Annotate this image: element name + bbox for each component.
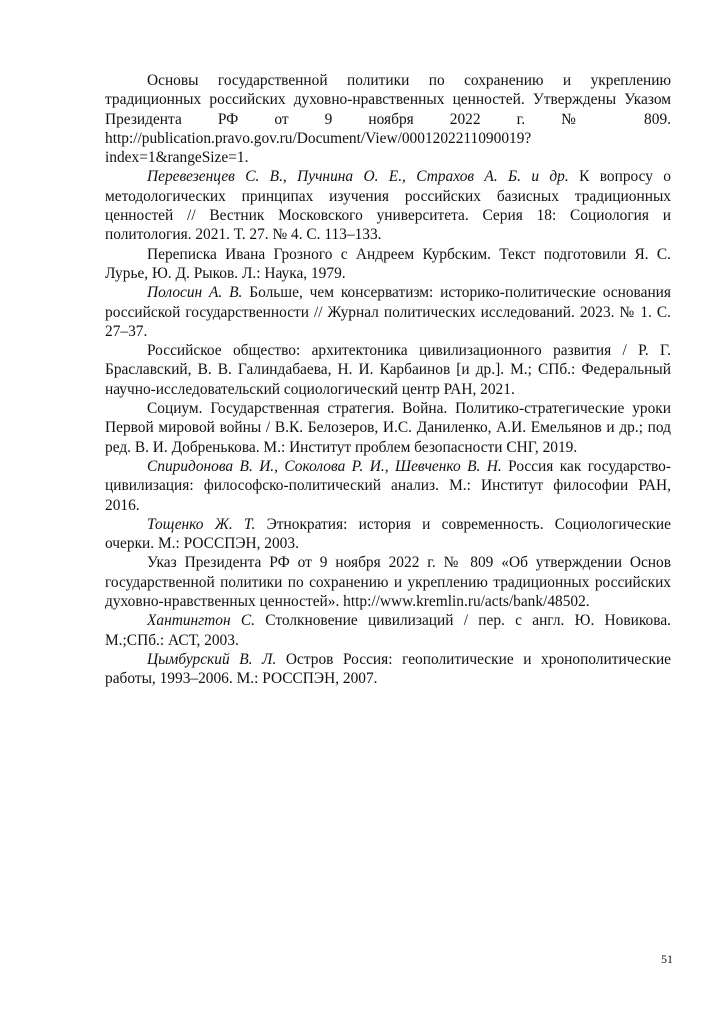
- reference-author: Цымбурский В. Л.: [147, 650, 277, 668]
- reference-entry: [105, 553, 671, 611]
- reference-author: Хантингтон С.: [147, 612, 255, 630]
- reference-author: Полосин А. В.: [147, 284, 243, 302]
- reference-text: Российское общество: архитектоника цивилизационного развития / Р. Г. Браславский, В. В. Галиндабаева, Н. И. Карбаинов [и др.]. М.; СПб.: Федеральный научно-исследовательский социологический центр РАН, 2021.: [105, 342, 671, 398]
- reference-text: К вопросу о методологических принципах изучения российских базисных традиционных ценностей // Вестник Московского университета. Серия 18: Социология и политология. 2021. Т. 27. № 4. С. 113–133.: [105, 168, 671, 244]
- reference-text: Социум. Государственная стратегия. Война. Политико-стратегические уроки Первой мировой войны / В.К. Белозеров, И.С. Даниленко, А.И. Емельянов и др.; под ред. В. И. Добренькова. М.: Институт проблем безопасности СНГ, 2019.: [105, 400, 671, 456]
- page-number: 51: [661, 952, 673, 966]
- reference-text: Указ Президента РФ от 9 ноября 2022 г. № 809 «Об утверждении Основ государственной политики по сохранению и укреплению традиционных российских духовно-нравственных ценностей». http://www.kremlin.ru/acts/bank/48502.: [105, 554, 671, 611]
- reference-author: Спиридонова В. И., Соколова Р. И., Шевченко В. Н.: [147, 457, 502, 475]
- reference-author: Перевезенцев С. В., Пучнина О. Е., Страхов А. Б. и др.: [147, 168, 569, 186]
- reference-text: Переписка Ивана Грозного с Андреем Курбским. Текст подготовили Я. С. Лурье, Ю. Д. Рыков. Л.: Наука, 1979.: [105, 245, 671, 282]
- reference-entry: [105, 515, 671, 554]
- reference-entry: [105, 650, 671, 689]
- reference-list: [105, 71, 671, 689]
- reference-text: Столкновение цивилизаций / пер. с англ. Ю. Новикова. М.;СПб.: АСТ, 2003.: [105, 612, 671, 649]
- reference-entry: [105, 245, 671, 284]
- reference-text: Этнократия: история и современность. Социологические очерки. М.: РОССПЭН, 2003.: [105, 515, 671, 553]
- reference-entry: [105, 399, 671, 457]
- reference-entry: [105, 341, 671, 399]
- reference-author: Тощенко Ж. Т.: [147, 515, 256, 533]
- reference-text: Россия как государство-цивилизация: философско-политический анализ. М.: Институт философии РАН, 2016.: [105, 457, 672, 514]
- reference-text: Больше, чем консерватизм: историко-политические основания российской государственности // Журнал политических исследований. 2023. № 1. С. 27–37.: [105, 284, 671, 340]
- reference-entry: [105, 457, 671, 515]
- reference-entry: [105, 71, 671, 167]
- reference-entry: [105, 283, 671, 341]
- reference-entry: [105, 167, 671, 244]
- reference-text: Остров Россия: геополитические и хронополитические работы, 1993–2006. М.: РОССПЭН, 2007.: [105, 650, 672, 688]
- reference-text: Основы государственной политики по сохранению и укреплению традиционных российских духовно-нравственных ценностей. Утверждены Указом Президента РФ от 9 ноября 2022 г. № 809. http://publication.pravo.gov.ru/Document/View/0001202211090019?index=1&rangeSize=1.: [105, 72, 671, 167]
- reference-entry: [105, 611, 671, 650]
